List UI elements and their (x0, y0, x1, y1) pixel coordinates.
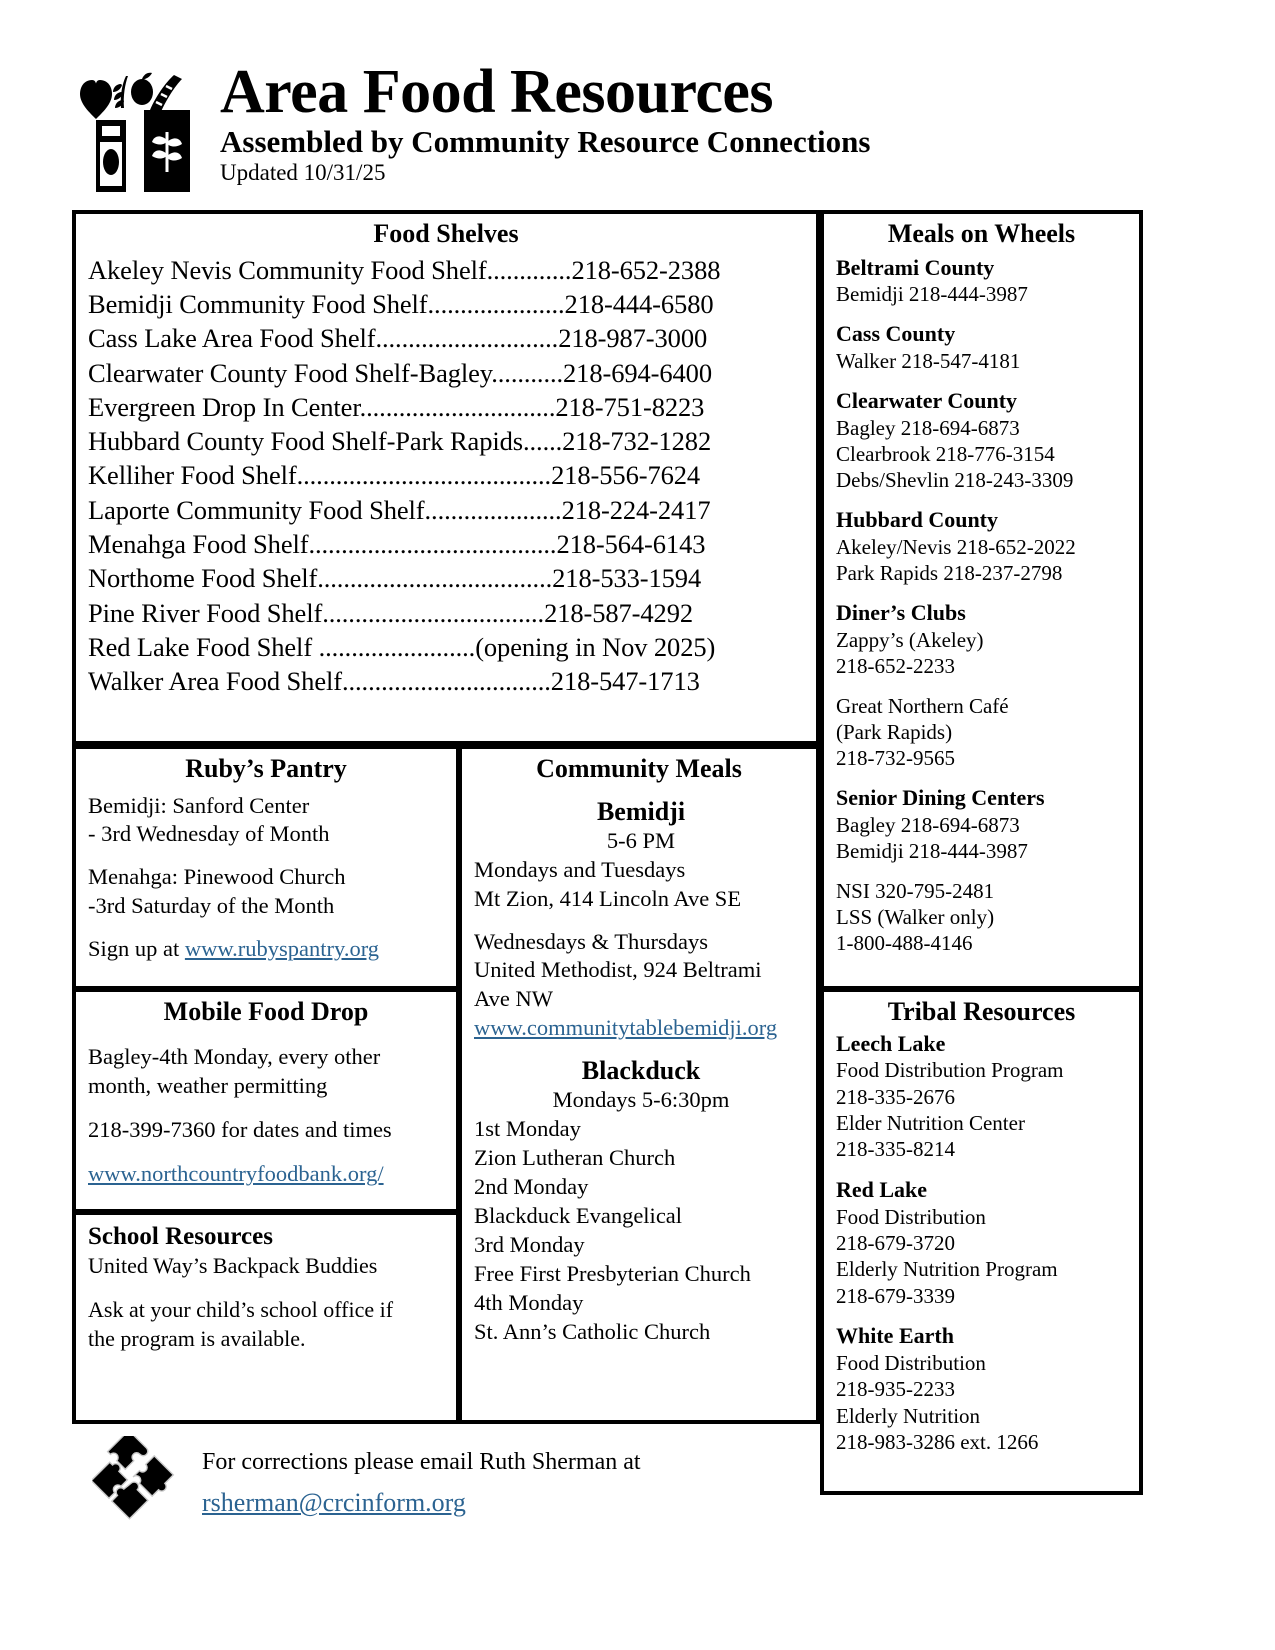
meals-on-wheels-section (820, 210, 1143, 990)
food-shelf-phone: 218-444-6580 (564, 288, 714, 319)
mow-item: 218-652-2233 (836, 653, 955, 678)
school-resources-program: United Way’s Backpack Buddies (88, 1252, 378, 1278)
tribal-group-red-lake (836, 1177, 1133, 1309)
schedule-line: 3rd Monday (474, 1231, 585, 1257)
leader-dots: .............................. (359, 391, 556, 422)
mobile-food-drop-body (76, 1042, 456, 1189)
schedule-line: 1st Monday (474, 1116, 581, 1142)
tribal-item: Food Distribution (836, 1204, 986, 1229)
mow-item: (Park Rapids) (836, 720, 953, 745)
tribal-resources-body (824, 1031, 1139, 1456)
leader-dots: ..................... (424, 494, 562, 525)
mow-group-clearwater (836, 388, 1133, 493)
school-resources-note (88, 1296, 446, 1353)
tribal-item: Elderly Nutrition (836, 1403, 981, 1428)
communitytablebemidji-link[interactable]: www.communitytablebemidji.org (474, 1015, 778, 1041)
mow-item: Debs/Shevlin 218-243-3309 (836, 468, 1074, 493)
header-text-block (220, 58, 871, 186)
schedule-line: - 3rd Wednesday of Month (88, 821, 330, 847)
food-shelf-row (88, 390, 806, 424)
leader-dots: .................................. (322, 597, 545, 628)
mow-group-head: Clearwater County (836, 388, 1018, 414)
food-shelf-row (88, 458, 806, 492)
mow-group-great-northern-cafe (836, 693, 1133, 771)
page-subtitle: Assembled by Community Resource Connections (220, 123, 871, 159)
food-shelf-row (88, 561, 806, 595)
leader-dots: ............. (486, 254, 572, 285)
food-shelf-phone: 218-694-6400 (563, 357, 712, 388)
tribal-group-head: Red Lake (836, 1176, 928, 1202)
food-shelf-phone: 218-987-3000 (558, 323, 708, 354)
community-meals-body (462, 796, 816, 1347)
schedule-line: -3rd Saturday of the Month (88, 892, 335, 918)
rubys-pantry-signup (88, 935, 446, 964)
document-header (78, 58, 1198, 207)
footer-text-block (202, 1446, 641, 1518)
mow-group-beltrami (836, 255, 1133, 308)
food-shelf-phone: 218-652-2388 (571, 254, 721, 285)
food-shelf-row (88, 321, 806, 355)
food-shelf-row (88, 527, 806, 561)
food-shelf-name: Laporte Community Food Shelf (88, 494, 425, 525)
meals-on-wheels-title: Meals on Wheels (887, 219, 1076, 248)
tribal-item: Elderly Nutrition Program (836, 1257, 1058, 1282)
tribal-item: 218-679-3720 (836, 1230, 955, 1255)
food-shelves-title: Food Shelves (373, 219, 519, 248)
food-shelf-phone: (opening in Nov 2025) (475, 632, 716, 663)
tribal-item: Food Distribution (836, 1350, 986, 1375)
meal-line: Mondays and Tuesdays (474, 856, 686, 882)
schedule-line: Free First Presbyterian Church (474, 1260, 751, 1286)
mow-item: Walker 218-547-4181 (836, 349, 1021, 374)
leader-dots: .................................... (317, 563, 553, 594)
rubys-pantry-body (76, 792, 456, 964)
food-shelf-phone: 218-224-2417 (561, 494, 711, 525)
northcountryfoodbank-link[interactable]: www.northcountryfoodbank.org/ (88, 1161, 384, 1187)
food-shelf-row (88, 493, 806, 527)
leader-dots: ...................................... (308, 529, 557, 560)
leader-dots: ........... (491, 357, 564, 388)
food-shelf-phone: 218-732-1282 (562, 426, 712, 457)
schedule-line: Blackduck Evangelical (474, 1202, 683, 1228)
food-shelf-name: Cass Lake Area Food Shelf (88, 323, 376, 354)
footer-corrections-text: For corrections please email Ruth Sherman at (202, 1449, 641, 1475)
mobile-food-drop-schedule (88, 1042, 448, 1101)
schedule-line: 4th Monday (474, 1289, 584, 1315)
schedule-line: Bagley-4th Monday, every other (88, 1043, 381, 1069)
food-shelf-row (88, 596, 806, 630)
community-meals-bemidji-heading: Bemidji (596, 796, 686, 826)
schedule-line: month, weather permitting (88, 1072, 328, 1098)
mobile-food-drop-link-wrap (88, 1159, 448, 1188)
tribal-item: 218-983-3286 ext. 1266 (836, 1429, 1039, 1454)
mow-group-head: Beltrami County (836, 254, 995, 280)
food-shelf-name: Bemidji Community Food Shelf (88, 288, 428, 319)
tribal-item: 218-335-2676 (836, 1084, 955, 1109)
food-shelf-name: Red Lake Food Shelf (88, 632, 319, 663)
mow-item: Bagley 218-694-6873 (836, 812, 1020, 837)
tribal-resources-title: Tribal Resources (887, 997, 1076, 1026)
mow-item: Park Rapids 218-237-2798 (836, 561, 1063, 586)
mow-item: Bagley 218-694-6873 (836, 416, 1020, 441)
mow-item: Bemidji 218-444-3987 (836, 282, 1028, 307)
rubys-pantry-location-bemidji (88, 792, 446, 850)
food-basket-logo-icon (78, 70, 198, 195)
footer-email-wrap (202, 1488, 641, 1518)
food-shelf-name: Kelliher Food Shelf (88, 460, 297, 491)
tribal-item: Food Distribution Program (836, 1058, 1064, 1083)
mobile-food-drop-title: Mobile Food Drop (163, 997, 369, 1026)
mow-item: 1-800-488-4146 (836, 931, 973, 956)
food-shelf-name: Clearwater County Food Shelf-Bagley (88, 357, 492, 388)
mow-group-head: Diner’s Clubs (836, 600, 966, 626)
meals-on-wheels-body (824, 255, 1139, 957)
community-meals-bemidji-link-wrap (474, 1014, 808, 1043)
mow-group-head: Hubbard County (836, 507, 999, 533)
mow-item: 218-732-9565 (836, 746, 955, 771)
tribal-item: 218-679-3339 (836, 1283, 955, 1308)
food-shelf-row (88, 424, 806, 458)
schedule-line: 2nd Monday (474, 1174, 589, 1200)
page-title: Area Food Resources (220, 58, 774, 126)
rubys-pantry-title: Ruby’s Pantry (185, 754, 347, 783)
food-shelf-phone: 218-547-1713 (550, 666, 700, 697)
community-meals-section (458, 745, 820, 1424)
document-footer (92, 1432, 792, 1542)
food-shelf-name: Northome Food Shelf (88, 563, 318, 594)
mow-item: Zappy’s (Akeley) (836, 627, 984, 652)
food-shelves-section (72, 210, 820, 745)
rubys-pantry-section (72, 745, 460, 990)
mow-item: Clearbrook 218-776-3154 (836, 442, 1055, 467)
tribal-group-leech-lake (836, 1031, 1133, 1163)
signup-label: Sign up at (88, 935, 185, 961)
food-shelf-phone: 218-533-1594 (552, 563, 702, 594)
school-resources-section (72, 1211, 460, 1424)
community-meals-bemidji-block-1 (474, 856, 808, 914)
tribal-item: 218-935-2233 (836, 1377, 955, 1402)
community-meals-bemidji-block-2 (474, 928, 808, 1015)
meal-line: Mt Zion, 414 Lincoln Ave SE (474, 885, 742, 911)
mow-group-senior-dining-centers (836, 785, 1133, 864)
rubys-pantry-location-menahga (88, 863, 446, 921)
tribal-group-head: Leech Lake (836, 1030, 946, 1056)
meal-line: Ave NW (474, 986, 553, 1012)
food-shelf-row (88, 664, 806, 698)
community-meals-blackduck-time: Mondays 5-6:30pm (552, 1087, 730, 1113)
location-line: Bemidji: Sanford Center (88, 792, 310, 818)
tribal-item: 218-335-8214 (836, 1137, 955, 1162)
meal-line: United Methodist, 924 Beltrami (474, 957, 762, 983)
updated-date: Updated 10/31/25 (220, 160, 386, 186)
mow-group-diners-clubs (836, 600, 1133, 679)
crc-puzzle-logo-icon (92, 1436, 184, 1528)
meal-line: Wednesdays & Thursdays (474, 928, 708, 954)
mow-item: NSI 320-795-2481 (836, 879, 995, 903)
ruth-sherman-email-link[interactable]: rsherman@crcinform.org (202, 1488, 466, 1518)
food-shelf-name: Akeley Nevis Community Food Shelf (88, 254, 487, 285)
food-shelf-phone: 218-556-7624 (551, 460, 701, 491)
food-shelf-name: Evergreen Drop In Center (88, 391, 360, 422)
mow-item: Bemidji 218-444-3987 (836, 838, 1028, 863)
community-meals-bemidji-time: 5-6 PM (606, 827, 676, 853)
community-meals-blackduck-schedule (474, 1115, 808, 1346)
food-shelf-row (88, 287, 806, 321)
leader-dots: ...... (523, 426, 563, 457)
mow-group-other-providers (836, 878, 1133, 956)
mow-group-hubbard (836, 507, 1133, 586)
leader-dots: ........................ (318, 632, 476, 663)
rubyspantry-link[interactable]: www.rubyspantry.org (184, 935, 380, 961)
mobile-food-drop-phone: 218-399-7360 for dates and times (88, 1117, 392, 1143)
school-resources-body (76, 1215, 456, 1354)
food-shelf-name: Walker Area Food Shelf (88, 666, 342, 697)
tribal-resources-section (820, 988, 1143, 1495)
leader-dots: ................................ (341, 666, 551, 697)
food-shelf-phone: 218-564-6143 (556, 529, 706, 560)
schedule-line: Zion Lutheran Church (474, 1145, 676, 1171)
leader-dots: ..................... (427, 288, 565, 319)
mow-group-head: Senior Dining Centers (836, 785, 1045, 811)
tribal-group-white-earth (836, 1323, 1133, 1455)
food-shelf-name: Pine River Food Shelf (88, 597, 323, 628)
location-line: Menahga: Pinewood Church (88, 864, 346, 890)
community-meals-blackduck-heading: Blackduck (581, 1056, 701, 1086)
mow-group-head: Cass County (836, 321, 956, 347)
note-line: the program is available. (88, 1325, 306, 1351)
food-shelf-phone: 218-751-8223 (555, 391, 705, 422)
leader-dots: ............................ (375, 323, 559, 354)
food-shelf-row (88, 630, 806, 664)
food-shelves-list (76, 251, 816, 699)
school-resources-title: School Resources (88, 1223, 273, 1250)
food-shelf-row (88, 356, 806, 390)
mow-item: LSS (Walker only) (836, 905, 995, 930)
mow-item: Akeley/Nevis 218-652-2022 (836, 535, 1076, 560)
community-meals-title: Community Meals (536, 754, 742, 783)
note-line: Ask at your child’s school office if (88, 1297, 394, 1323)
leader-dots: ....................................... (296, 460, 552, 491)
food-shelf-name: Menahga Food Shelf (88, 529, 309, 560)
mobile-food-drop-section (72, 988, 460, 1213)
food-shelf-name: Hubbard County Food Shelf-Park Rapids (88, 426, 523, 457)
schedule-line: St. Ann’s Catholic Church (474, 1318, 711, 1344)
tribal-group-head: White Earth (836, 1323, 954, 1348)
tribal-item: Elder Nutrition Center (836, 1111, 1025, 1136)
food-shelf-phone: 218-587-4292 (544, 597, 694, 628)
food-shelf-row (88, 253, 806, 287)
mow-group-cass (836, 321, 1133, 374)
mow-item: Great Northern Café (836, 694, 1009, 719)
